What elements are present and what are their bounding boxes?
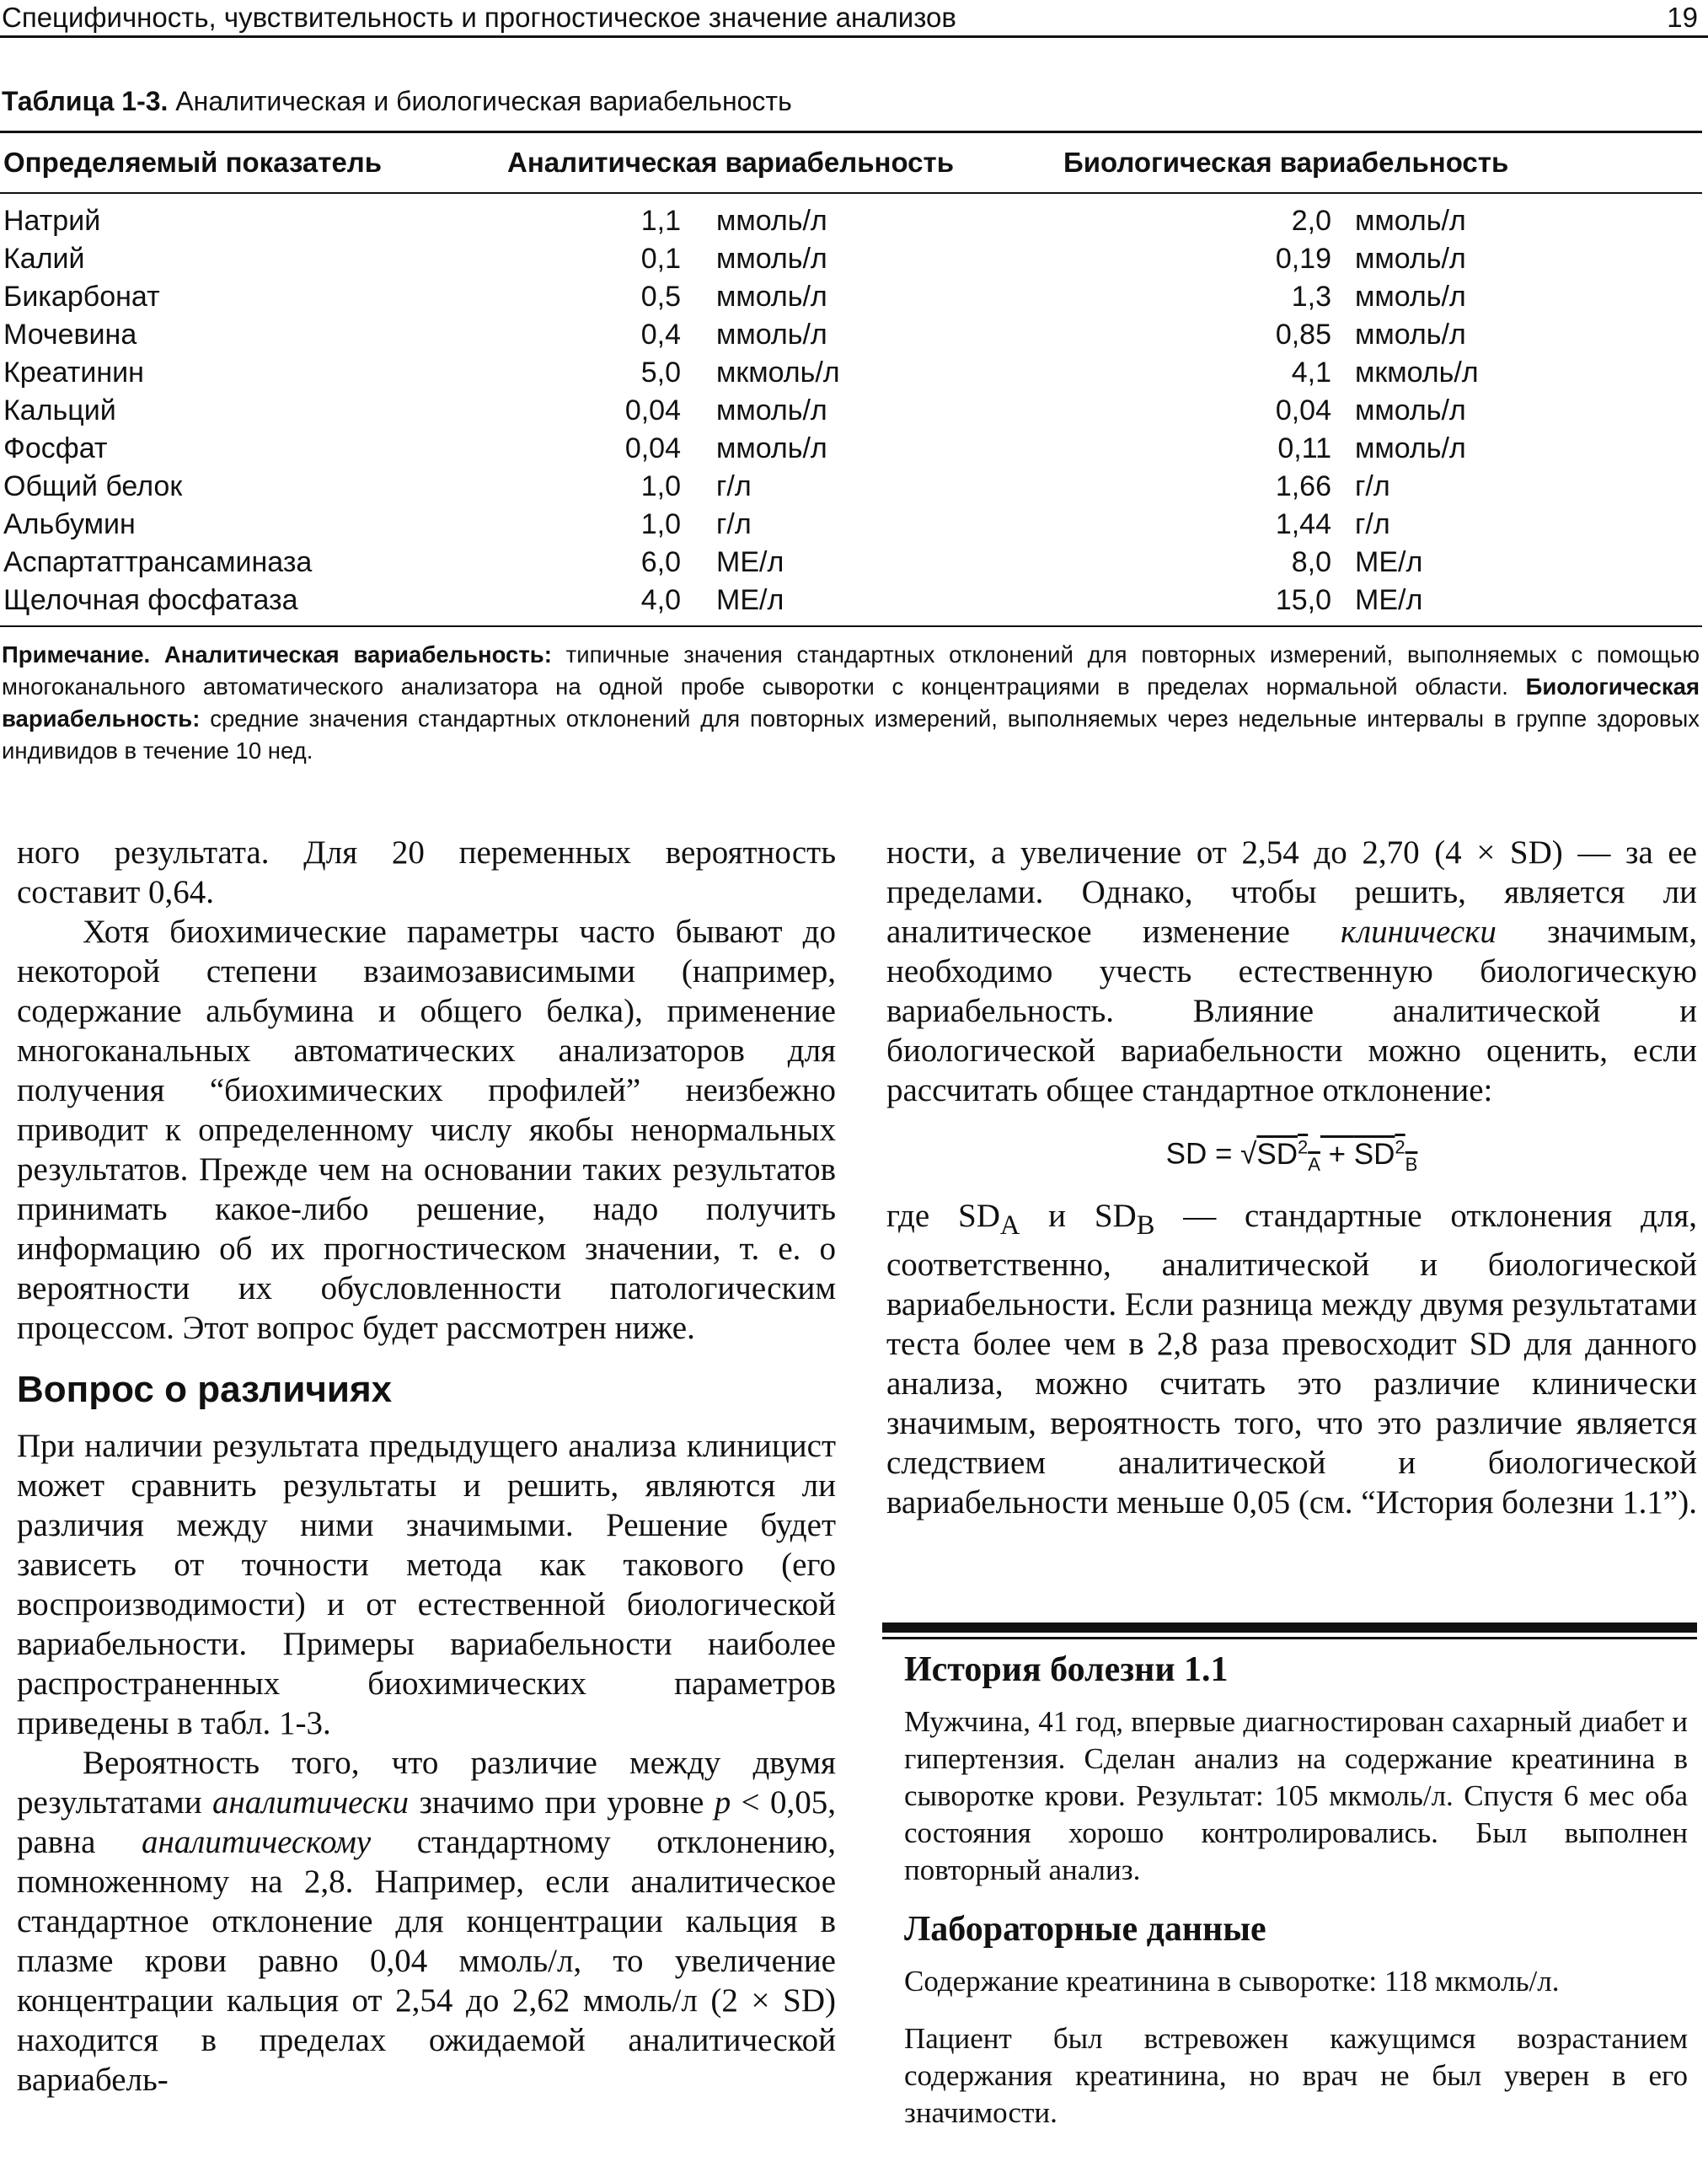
row-analytical-value: 0,04: [624, 394, 681, 426]
table-row: [0, 392, 1702, 430]
formula-radicand: [1256, 1136, 1418, 1175]
case-paragraph-1: Мужчина, 41 год, впервые диагностирован сахарный диабет и гипертензия. Сделан анализ на содержание креатинина в сыворотке крови. Результат: 105 мкмоль/л. Спустя 6 мес оба состояния хорошо контролировались. Был выполнен повторный анализ.: [904, 1705, 1688, 1886]
table-row: [0, 240, 1702, 278]
p4-text-a: Вероятность того, что различие между двумя результатами: [17, 1745, 836, 1821]
left-paragraph-4: [17, 1743, 836, 2100]
left-paragraph-1: ного результата. Для 20 переменных вероятность составит 0,64.: [17, 834, 836, 910]
row-biological-unit: ммоль/л: [1355, 205, 1466, 237]
table-note-bio-label: Биологическая вариабельность:: [2, 673, 1700, 732]
p4-text-b: значимо при уровне: [419, 1784, 704, 1821]
row-analytical-value: 4,0: [640, 584, 681, 616]
row-analytical-unit: г/л: [716, 470, 752, 502]
p4-text-c: < 0,05, равна: [17, 1784, 837, 1860]
row-analytical-unit: ммоль/л: [716, 243, 827, 275]
section-heading: Вопрос о различиях: [17, 1369, 393, 1410]
running-header: [0, 0, 1708, 37]
table-rule-top: [0, 131, 1702, 133]
row-name: Фосфат: [3, 432, 108, 464]
formula-term-a-sub: A: [1308, 1153, 1320, 1175]
row-name: Калий: [3, 243, 85, 275]
row-biological-unit: мкмоль/л: [1355, 357, 1479, 389]
row-biological-value: 1,3: [1291, 281, 1331, 313]
table-row: [0, 468, 1702, 506]
table-caption-text: Аналитическая и биологическая вариабельность: [175, 86, 792, 116]
table-header-analytical: Аналитическая вариабельность: [507, 147, 954, 178]
row-biological-value: 15,0: [1275, 584, 1331, 616]
row-analytical-value: 0,4: [640, 319, 681, 351]
row-biological-unit: г/л: [1355, 508, 1390, 540]
row-analytical-unit: ммоль/л: [716, 319, 827, 351]
table-rule-bottom: [0, 625, 1702, 627]
table-note-label: Примечание.: [2, 641, 151, 668]
running-header-title: Специфичность, чувствительность и прогностическое значение анализов: [2, 2, 956, 33]
row-biological-unit: г/л: [1355, 470, 1390, 502]
rp1-italic-clinically: клинически: [1341, 914, 1497, 950]
row-analytical-value: 5,0: [640, 357, 681, 389]
row-analytical-value: 1,0: [640, 470, 681, 502]
table-row: [0, 354, 1702, 392]
p4-italic-analytical: аналитическому: [141, 1824, 372, 1860]
page-number: 19: [1667, 2, 1698, 33]
row-analytical-value: 0,5: [640, 281, 681, 313]
row-biological-unit: ммоль/л: [1355, 243, 1466, 275]
row-analytical-value: 1,1: [640, 205, 681, 237]
right-paragraph-2: [886, 1196, 1697, 1523]
rp2-sub-a: A: [999, 1210, 1020, 1241]
row-biological-unit: МЕ/л: [1355, 584, 1423, 616]
table-rule-header: [0, 192, 1702, 194]
right-paragraph-1: [886, 833, 1697, 1110]
row-biological-unit: ммоль/л: [1355, 394, 1466, 426]
table-row: [0, 316, 1702, 354]
row-analytical-unit: ммоль/л: [716, 432, 827, 464]
table-note: [2, 639, 1700, 767]
row-analytical-value: 0,1: [640, 243, 681, 275]
row-analytical-unit: г/л: [716, 508, 752, 540]
lab-data-heading: Лабораторные данные: [904, 1910, 1266, 1949]
row-analytical-unit: ммоль/л: [716, 205, 827, 237]
rp2-sub-b: B: [1136, 1210, 1155, 1241]
row-name: Бикарбонат: [3, 281, 160, 313]
rp1-text-a: ности, а увеличение от 2,54 до 2,70 (4 × SD) — за ее пределами. Однако, чтобы решить, является ли аналитическое изменение: [886, 834, 1697, 950]
formula-term-b: SD: [1353, 1137, 1395, 1171]
table-row: [0, 430, 1702, 468]
row-biological-value: 4,1: [1291, 357, 1331, 389]
formula-lhs: SD = √: [1165, 1137, 1257, 1171]
table-row: [0, 582, 1702, 620]
row-analytical-unit: МЕ/л: [716, 584, 784, 616]
rp2-text-c: — стандартные отклонения для, соответственно, аналитической и биологической вариабельности. Если разница между двумя результатами теста более чем в 2,8 раза превосходит SD для данного анализа, можно считать это различие клинически значимым, вероятность того, что это различие является следствием аналитической и биологической вариабельности меньше 0,05 (см. “История болезни 1.1”).: [886, 1197, 1698, 1521]
row-analytical-unit: МЕ/л: [716, 546, 784, 578]
case-body: [904, 1651, 1688, 2152]
formula-term-a: SD: [1256, 1137, 1298, 1171]
row-name: Мочевина: [3, 319, 137, 351]
formula-plus: +: [1320, 1137, 1354, 1171]
p4-italic-p: p: [714, 1784, 731, 1821]
row-biological-value: 2,0: [1291, 205, 1331, 237]
case-title: История болезни 1.1: [904, 1650, 1229, 1689]
row-name: Кальций: [3, 394, 116, 426]
table-row: [0, 278, 1702, 316]
row-analytical-value: 0,04: [624, 432, 681, 464]
row-biological-unit: ммоль/л: [1355, 432, 1466, 464]
row-name: Общий белок: [3, 470, 183, 502]
row-biological-value: 0,85: [1275, 319, 1331, 351]
formula-term-b-sup: 2: [1395, 1136, 1405, 1157]
header-rule: [0, 35, 1708, 38]
table-caption-label: Таблица 1-3.: [2, 86, 169, 116]
case-rule-thick: [882, 1622, 1697, 1633]
row-analytical-value: 1,0: [640, 508, 681, 540]
table-note-an-text: типичные значения стандартных отклонений для повторных измерений, выполняемых с помощью многоканального автоматического анализатора на одной пробе сыворотки с концентрациями в пределах нормальной области.: [2, 641, 1700, 700]
left-paragraph-3: При наличии результата предыдущего анализа клиницист может сравнить результаты и решить, являются ли различия между ними значимыми. Решение будет зависеть от точности метода как такового (его воспроизводимости) и от естественной биологической вариабельности. Примеры вариабельности наиболее распространенных биохимических параметров приведены в табл. 1-3.: [17, 1428, 836, 1741]
row-name: Натрий: [3, 205, 101, 237]
table-row: [0, 202, 1702, 240]
row-biological-value: 1,44: [1275, 508, 1331, 540]
table-caption: [2, 86, 792, 117]
row-name: Альбумин: [3, 508, 136, 540]
rp2-text-a: где SD: [886, 1197, 1000, 1234]
left-column: [17, 833, 836, 2100]
table-note-bio-text: средние значения стандартных отклонений для повторных измерений, выполняемых через недельные интервалы в группе здоровых индивидов в течение 10 нед.: [2, 705, 1700, 764]
sd-formula: [886, 1127, 1697, 1184]
row-biological-unit: ммоль/л: [1355, 319, 1466, 351]
lab-data-text: Содержание креатинина в сыворотке: 118 мкмоль/л.: [904, 1965, 1560, 1998]
row-analytical-unit: ммоль/л: [716, 281, 827, 313]
row-biological-value: 1,66: [1275, 470, 1331, 502]
row-biological-value: 0,04: [1275, 394, 1331, 426]
row-name: Щелочная фосфатаза: [3, 584, 298, 616]
left-paragraph-2: Хотя биохимические параметры часто бывают до некоторой степени взаимозависимыми (например, содержание альбумина и общего белка), применение многоканальных автоматических анализаторов для получения “биохимических профилей” неизбежно приводит к определенному числу якобы ненормальных результатов. Прежде чем на основании таких результатов принимать какое-либо решение, надо получить информацию об их прогностическом значении, т. е. о вероятности их обусловленности патологическим процессом. Этот вопрос будет рассмотрен ниже.: [17, 914, 836, 1346]
row-name: Аспартаттрансаминаза: [3, 546, 313, 578]
row-biological-unit: МЕ/л: [1355, 546, 1423, 578]
case-rule-thin: [882, 1637, 1697, 1639]
table-row: [0, 544, 1702, 582]
formula-term-a-sup: 2: [1297, 1136, 1309, 1157]
row-biological-value: 0,11: [1277, 432, 1331, 464]
p4-italic-analytically: аналитически: [212, 1784, 410, 1821]
row-biological-value: 0,19: [1275, 243, 1331, 275]
table-header-biological: Биологическая вариабельность: [1063, 147, 1509, 178]
case-paragraph-2: Пациент был встревожен кажущимся возрастанием содержания креатинина, но врач не был уверен в его значимости.: [904, 2022, 1688, 2129]
table-header-name: Определяемый показатель: [3, 147, 383, 178]
table-note-an-label: Аналитическая вариабельность:: [163, 641, 552, 668]
right-column: [886, 833, 1697, 1522]
p4-text-d: стандартному отклонению, помноженному на 2,8. Например, если аналитическое стандартное отклонение для концентрации кальция в плазме крови равно 0,04 ммоль/л, то увеличение концентрации кальция от 2,54 до 2,62 ммоль/л (2 × SD) находится в пределах ожидаемой аналитической вариабель-: [17, 1824, 836, 2098]
table-body: [0, 202, 1702, 620]
row-analytical-value: 6,0: [640, 546, 681, 578]
row-analytical-unit: мкмоль/л: [716, 357, 840, 389]
table-row: [0, 506, 1702, 544]
row-name: Креатинин: [3, 357, 144, 389]
row-biological-value: 8,0: [1291, 546, 1331, 578]
rp2-text-b: и SD: [1048, 1197, 1137, 1234]
row-biological-unit: ммоль/л: [1355, 281, 1466, 313]
formula-term-b-sub: B: [1405, 1153, 1418, 1175]
row-analytical-unit: ммоль/л: [716, 394, 827, 426]
rp1-text-b: значимым, необходимо учесть естественную биологическую вариабельность. Влияние аналитической и биологической вариабельности можно оценить, если рассчитать общее стандартное отклонение:: [886, 914, 1697, 1108]
